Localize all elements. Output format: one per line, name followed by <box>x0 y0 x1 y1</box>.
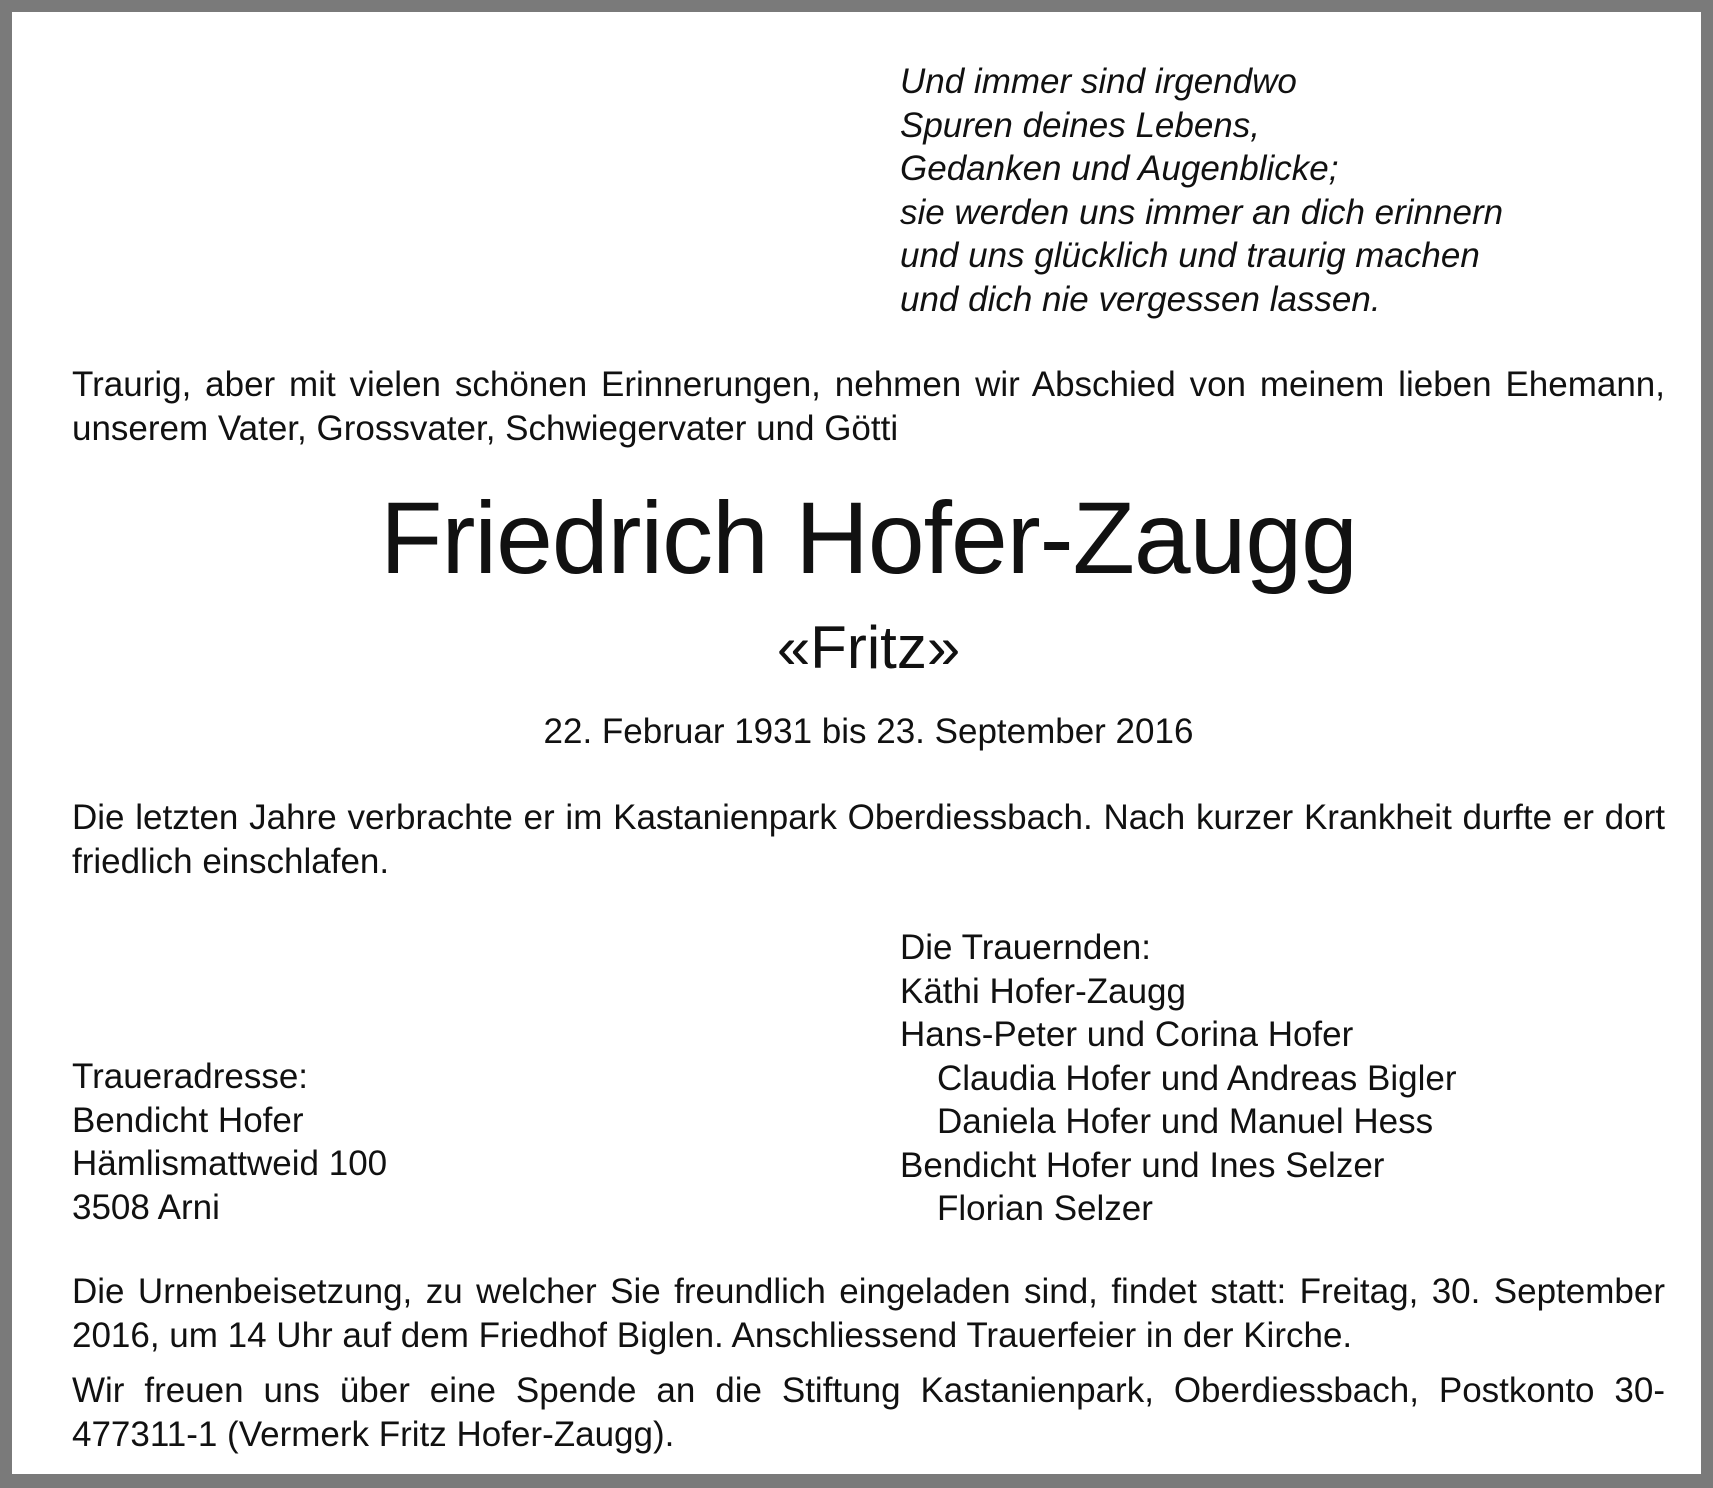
address-line: Hämlismattweid 100 <box>72 1144 388 1183</box>
mourner-entry: Bendicht Hofer und Ines Selzer <box>900 1145 1385 1185</box>
memorial-verse <box>900 60 1503 321</box>
life-dates: 22. Februar 1931 bis 23. September 2016 <box>543 712 1194 751</box>
verse-line: und dich nie vergessen lassen. <box>900 279 1381 319</box>
donation-paragraph: Wir freuen uns über eine Spende an die Stiftung Kastanienpark, Oberdiessbach, Postkonto 30-477311-1 (Vermerk Fritz Hofer-Zaugg). <box>72 1371 1665 1454</box>
address-heading: Traueradresse: <box>72 1057 309 1096</box>
mourner-entry: Daniela Hofer und Manuel Hess <box>937 1102 1434 1141</box>
mourners-list <box>900 926 1456 1231</box>
intro-paragraph: Traurig, aber mit vielen schönen Erinnerungen, nehmen wir Abschied von meinem lieben Ehemann, unserem Vater, Grossvater, Schwiegervater und Götti <box>72 365 1665 448</box>
mourner-entry: Florian Selzer <box>937 1189 1153 1228</box>
address-line: 3508 Arni <box>72 1187 220 1227</box>
verse-line: Spuren deines Lebens, <box>900 105 1260 145</box>
mourner-entry: Hans-Peter und Corina Hofer <box>900 1015 1354 1054</box>
verse-line: Gedanken und Augenblicke; <box>900 149 1339 188</box>
verse-line: Und immer sind irgendwo <box>900 62 1297 101</box>
verse-line: und uns glücklich und traurig machen <box>900 236 1480 275</box>
mourner-entry: Käthi Hofer-Zaugg <box>900 971 1186 1011</box>
mourner-entry: Claudia Hofer und Andreas Bigler <box>937 1058 1457 1098</box>
deceased-name: Friedrich Hofer-Zaugg <box>380 481 1357 595</box>
mourners-heading: Die Trauernden: <box>900 928 1151 967</box>
burial-paragraph: Die Urnenbeisetzung, zu welcher Sie freundlich eingeladen sind, findet statt: Freitag, 30. September 2016, um 14 Uhr auf dem Friedhof Biglen. Anschliessend Trauerfeier in der Kirche. <box>72 1272 1665 1355</box>
mourning-address <box>72 1055 387 1229</box>
last-years-paragraph: Die letzten Jahre verbrachte er im Kastanienpark Oberdiessbach. Nach kurzer Krankheit durfte er dort friedlich einschlafen. <box>72 798 1665 881</box>
deceased-nickname: «Fritz» <box>776 614 961 681</box>
verse-line: sie werden uns immer an dich erinnern <box>900 192 1504 232</box>
address-line: Bendicht Hofer <box>72 1100 304 1140</box>
